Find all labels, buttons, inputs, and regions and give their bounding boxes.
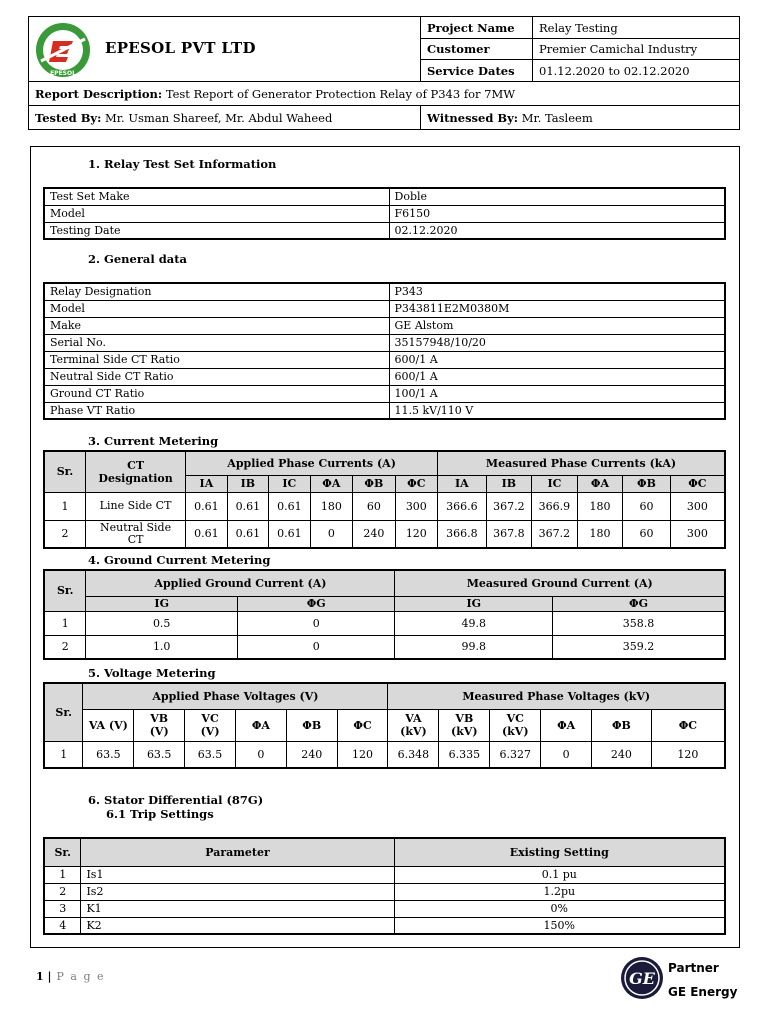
sub-header: VC (V) xyxy=(185,709,236,741)
partner-label: Partner xyxy=(668,961,719,975)
table-row xyxy=(44,741,725,768)
value-cell: 240 xyxy=(592,741,652,768)
value-cell: 366.8 xyxy=(438,520,487,548)
trip-settings-table xyxy=(43,837,726,935)
sr-cell: 1 xyxy=(44,492,85,520)
table-row xyxy=(44,385,725,402)
row-label: Phase VT Ratio xyxy=(44,402,389,419)
row-label: Make xyxy=(44,317,389,334)
col-applied-currents: Applied Phase Currents (A) xyxy=(186,451,438,475)
row-label: Neutral Side CT Ratio xyxy=(44,368,389,385)
value-cell: 240 xyxy=(286,741,337,768)
table-row xyxy=(44,205,725,222)
sub-header: ΦB xyxy=(592,709,652,741)
ct-designation-cell: Line Side CT xyxy=(85,492,185,520)
parameter-cell: K1 xyxy=(81,900,394,917)
sub-header: VC (kV) xyxy=(490,709,541,741)
value-cell: 60 xyxy=(623,520,671,548)
parameter-cell: K2 xyxy=(81,917,394,934)
svg-text:EPESOL: EPESOL xyxy=(50,70,76,77)
row-value: 11.5 kV/110 V xyxy=(389,402,725,419)
col-ct-designation: CT Designation xyxy=(85,451,185,492)
project-value: Relay Testing xyxy=(533,17,740,39)
row-value: P343 xyxy=(389,283,725,300)
table-row xyxy=(44,300,725,317)
table-row xyxy=(44,635,725,659)
setting-cell: 150% xyxy=(394,917,725,934)
row-label: Test Set Make xyxy=(44,188,389,205)
row-label: Model xyxy=(44,300,389,317)
value-cell: 99.8 xyxy=(395,635,553,659)
value-cell: 0.61 xyxy=(227,492,268,520)
value-cell: 0.61 xyxy=(186,492,227,520)
partner-block xyxy=(668,956,737,1004)
value-cell: 63.5 xyxy=(83,741,134,768)
value-cell: 0 xyxy=(310,520,352,548)
value-cell: 300 xyxy=(670,492,725,520)
col-applied-ground: Applied Ground Current (A) xyxy=(86,570,395,596)
value-cell: 367.2 xyxy=(532,520,578,548)
sr-cell: 1 xyxy=(44,741,83,768)
table-row xyxy=(44,351,725,368)
sr-cell: 1 xyxy=(44,866,81,883)
table-row xyxy=(44,866,725,883)
section-1-title: 1. Relay Test Set Information xyxy=(88,157,277,171)
value-cell: 120 xyxy=(337,741,388,768)
sr-cell: 4 xyxy=(44,917,81,934)
table-row xyxy=(44,900,725,917)
witnessed-by: Witnessed By: Mr. Tasleem xyxy=(421,106,740,130)
value-cell: 359.2 xyxy=(552,635,725,659)
value-cell: 60 xyxy=(353,492,395,520)
col-sr: Sr. xyxy=(44,683,83,741)
section-2-title: 2. General data xyxy=(88,252,187,266)
row-value: F6150 xyxy=(389,205,725,222)
col-sr: Sr. xyxy=(44,570,86,611)
company-block xyxy=(29,17,421,82)
sub-header: IB xyxy=(227,475,268,492)
row-value: Doble xyxy=(389,188,725,205)
value-cell: 0 xyxy=(541,741,592,768)
table-row xyxy=(44,492,725,520)
sub-header: ΦC xyxy=(395,475,437,492)
table-row xyxy=(44,188,725,205)
sr-cell: 1 xyxy=(44,611,86,635)
col-applied-voltages: Applied Phase Voltages (V) xyxy=(83,683,388,709)
sub-header: ΦG xyxy=(237,596,395,611)
section-4-title: 4. Ground Current Metering xyxy=(88,553,271,567)
value-cell: 0.61 xyxy=(269,492,310,520)
col-existing-setting: Existing Setting xyxy=(394,838,725,866)
value-cell: 180 xyxy=(310,492,352,520)
value-cell: 6.327 xyxy=(490,741,541,768)
table-row xyxy=(44,402,725,419)
value-cell: 358.8 xyxy=(552,611,725,635)
table-row xyxy=(44,611,725,635)
ground-current-table xyxy=(43,569,726,660)
row-value: 02.12.2020 xyxy=(389,222,725,239)
tested-by: Tested By: Mr. Usman Shareef, Mr. Abdul Waheed xyxy=(29,106,421,130)
row-value: 35157948/10/20 xyxy=(389,334,725,351)
row-value: 600/1 A xyxy=(389,351,725,368)
row-label: Testing Date xyxy=(44,222,389,239)
row-value: 100/1 A xyxy=(389,385,725,402)
value-cell: 6.348 xyxy=(388,741,439,768)
sub-header: IA xyxy=(186,475,227,492)
col-measured-voltages: Measured Phase Voltages (kV) xyxy=(388,683,725,709)
sub-header: IC xyxy=(269,475,310,492)
voltage-metering-table xyxy=(43,682,726,769)
value-cell: 180 xyxy=(577,520,623,548)
table-row xyxy=(44,317,725,334)
sub-header: ΦC xyxy=(651,709,725,741)
ct-designation-cell: Neutral Side CT xyxy=(85,520,185,548)
sub-header: ΦA xyxy=(577,475,623,492)
sub-header: VA (kV) xyxy=(388,709,439,741)
value-cell: 120 xyxy=(395,520,437,548)
sub-header: ΦB xyxy=(286,709,337,741)
section-6-title: 6. Stator Differential (87G) xyxy=(88,793,264,807)
value-cell: 300 xyxy=(670,520,725,548)
value-cell: 0 xyxy=(237,611,395,635)
epesol-logo-icon xyxy=(33,21,93,79)
value-cell: 63.5 xyxy=(185,741,236,768)
current-metering-table xyxy=(43,450,726,549)
value-cell: 6.335 xyxy=(439,741,490,768)
report-header xyxy=(28,16,740,132)
table-row xyxy=(44,917,725,934)
value-cell: 49.8 xyxy=(395,611,553,635)
sub-header: IG xyxy=(86,596,238,611)
sub-header: IC xyxy=(532,475,578,492)
row-value: GE Alstom xyxy=(389,317,725,334)
ge-monogram-icon xyxy=(620,956,664,1000)
row-label: Terminal Side CT Ratio xyxy=(44,351,389,368)
table-row xyxy=(44,222,725,239)
general-data-table xyxy=(43,282,726,420)
ge-energy-label: GE Energy xyxy=(668,985,738,999)
value-cell: 0.5 xyxy=(86,611,238,635)
value-cell: 0.61 xyxy=(227,520,268,548)
col-measured-currents: Measured Phase Currents (kA) xyxy=(438,451,725,475)
value-cell: 366.6 xyxy=(438,492,487,520)
row-value: P343811E2M0380M xyxy=(389,300,725,317)
setting-cell: 0.1 pu xyxy=(394,866,725,883)
sr-cell: 2 xyxy=(44,883,81,900)
dates-value: 01.12.2020 to 02.12.2020 xyxy=(533,60,740,82)
col-parameter: Parameter xyxy=(81,838,394,866)
parameter-cell: Is1 xyxy=(81,866,394,883)
value-cell: 367.8 xyxy=(486,520,532,548)
setting-cell: 1.2pu xyxy=(394,883,725,900)
value-cell: 240 xyxy=(353,520,395,548)
sub-header: IB xyxy=(486,475,532,492)
value-cell: 180 xyxy=(577,492,623,520)
row-label: Model xyxy=(44,205,389,222)
dates-label: Service Dates xyxy=(421,60,533,82)
page-number: 1 | P a g e xyxy=(36,970,105,983)
sub-header: ΦA xyxy=(310,475,352,492)
report-description: Report Description: Test Report of Generator Protection Relay of P343 for 7MW xyxy=(29,82,740,106)
sub-header: IA xyxy=(438,475,487,492)
table-row xyxy=(44,520,725,548)
table-row xyxy=(44,334,725,351)
value-cell: 0 xyxy=(235,741,286,768)
value-cell: 60 xyxy=(623,492,671,520)
row-label: Relay Designation xyxy=(44,283,389,300)
row-label: Serial No. xyxy=(44,334,389,351)
value-cell: 366.9 xyxy=(532,492,578,520)
sub-header: VB (kV) xyxy=(439,709,490,741)
value-cell: 0.61 xyxy=(186,520,227,548)
row-value: 600/1 A xyxy=(389,368,725,385)
value-cell: 1.0 xyxy=(86,635,238,659)
value-cell: 0.61 xyxy=(269,520,310,548)
table-row xyxy=(44,883,725,900)
value-cell: 0 xyxy=(237,635,395,659)
section-3-title: 3. Current Metering xyxy=(88,434,219,448)
table-row xyxy=(44,283,725,300)
col-sr: Sr. xyxy=(44,838,81,866)
company-name: EPESOL PVT LTD xyxy=(105,39,256,57)
sub-header: ΦC xyxy=(670,475,725,492)
sr-cell: 2 xyxy=(44,635,86,659)
setting-cell: 0% xyxy=(394,900,725,917)
sub-header: ΦA xyxy=(541,709,592,741)
sub-header: IG xyxy=(395,596,553,611)
value-cell: 120 xyxy=(651,741,725,768)
section-6-1-title: 6.1 Trip Settings xyxy=(106,807,214,821)
sub-header: VA (V) xyxy=(83,709,134,741)
section-5-title: 5. Voltage Metering xyxy=(88,666,216,680)
customer-label: Customer xyxy=(421,39,533,60)
sub-header: VB (V) xyxy=(134,709,185,741)
sr-cell: 3 xyxy=(44,900,81,917)
value-cell: 367.2 xyxy=(486,492,532,520)
value-cell: 300 xyxy=(395,492,437,520)
row-label: Ground CT Ratio xyxy=(44,385,389,402)
value-cell: 63.5 xyxy=(134,741,185,768)
sub-header: ΦC xyxy=(337,709,388,741)
sub-header: ΦB xyxy=(353,475,395,492)
sub-header: ΦA xyxy=(235,709,286,741)
svg-text:GE: GE xyxy=(629,969,655,988)
project-label: Project Name xyxy=(421,17,533,39)
sr-cell: 2 xyxy=(44,520,85,548)
parameter-cell: Is2 xyxy=(81,883,394,900)
sub-header: ΦB xyxy=(623,475,671,492)
table-row xyxy=(44,368,725,385)
col-sr: Sr. xyxy=(44,451,85,492)
col-measured-ground: Measured Ground Current (A) xyxy=(395,570,725,596)
sub-header: ΦG xyxy=(552,596,725,611)
test-set-table xyxy=(43,187,726,240)
customer-value: Premier Camichal Industry xyxy=(533,39,740,60)
